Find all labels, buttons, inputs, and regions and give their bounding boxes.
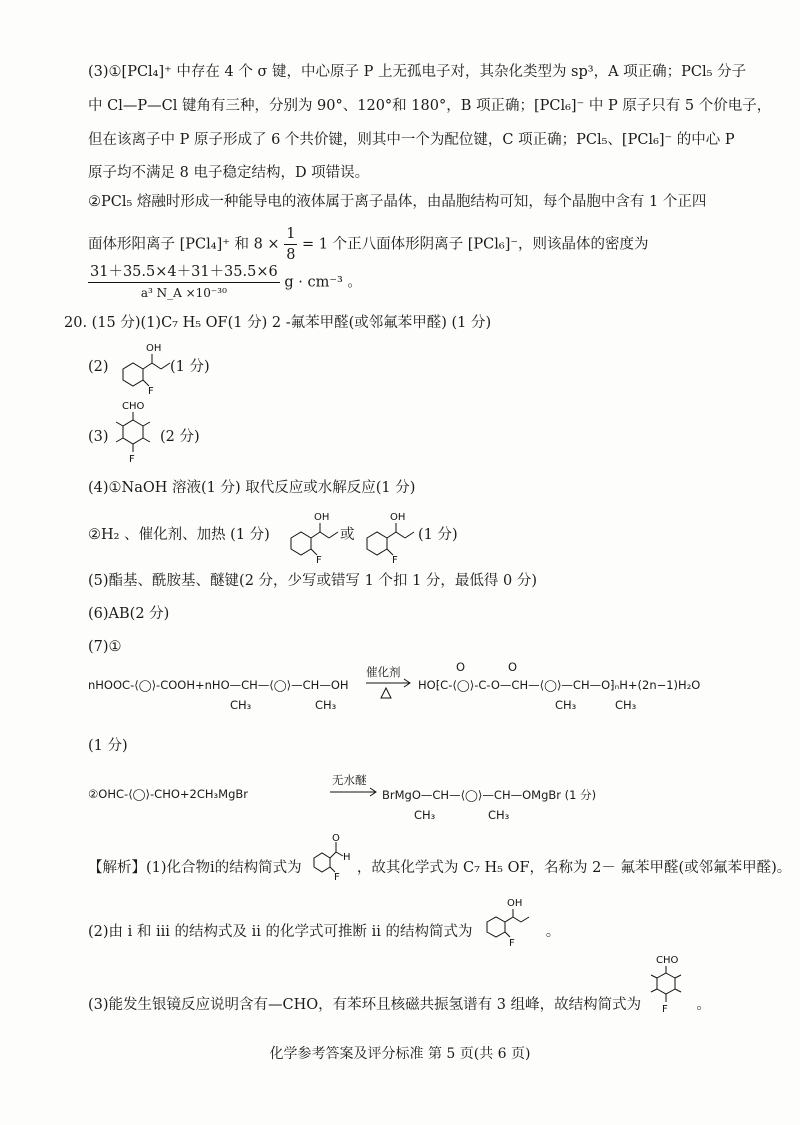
fraction: $\frac{1}{8}$ (286, 226, 296, 263)
score: (2 分) (160, 429, 200, 445)
svg-text:CHO: CHO (122, 401, 145, 412)
ch3-label: CH₃ (488, 808, 510, 822)
text-line: (7)① (88, 639, 122, 655)
density-unit: g · cm⁻³ 。 (284, 274, 362, 291)
o-label: O (456, 660, 466, 674)
score: (1 分) (170, 359, 210, 375)
structure-i (306, 834, 352, 888)
structure-ii (108, 334, 178, 394)
svg-text:H: H (343, 852, 351, 863)
svg-text:F: F (509, 938, 515, 948)
svg-text:OH: OH (314, 512, 330, 523)
text-line: (6)AB(2 分) (88, 606, 170, 622)
page-footer: 化学参考答案及评分标准 第 5 页(共 6 页) (269, 1046, 531, 1062)
text-line: (5)酯基、酰胺基、醚键(2 分，少写或错写 1 个扣 1 分，最低得 0 分) (88, 573, 538, 589)
text-line: 原子均不满足 8 电子稳定结构，D 项错误。 (88, 165, 370, 181)
svg-text:O: O (332, 834, 341, 844)
equation2-right: BrMgO—CH—⟨◯⟩—CH—OMgBr (1 分) (382, 788, 597, 802)
score: (1 分) (418, 527, 458, 543)
analysis-line-2: (2)由 i 和 iii 的结构式及 ii 的化学式可推断 ii 的结构简式为 OH F 。 (88, 910, 560, 954)
score: (1 分) (88, 738, 128, 754)
item-label: (3) (88, 429, 109, 445)
text-line: (4)①NaOH 溶液(1 分) 取代反应或水解反应(1 分) (88, 480, 416, 496)
svg-text:F: F (661, 1004, 668, 1015)
ch3-label: CH₃ (315, 698, 337, 712)
structure-iii (108, 398, 168, 470)
condition-ether: 无水醚 (332, 773, 367, 787)
svg-text:OH: OH (507, 898, 523, 909)
or-word: 或 (340, 527, 355, 543)
text-segment: = 1 个正八面体形阴离子 [PCl₆]⁻，则该晶体的密度为 (302, 236, 649, 253)
structure-cyclohexyl-alcohol (352, 503, 422, 563)
svg-text:F: F (392, 555, 398, 563)
ch3-label: CH₃ (230, 698, 252, 712)
analysis-line-1: 【解析】(1)化合物i的结构简式为 O H F ，故其化学式为 C₇ H₅ OF，名称为 2－ 氟苯甲醛(或邻氟苯甲醛)。 (88, 848, 791, 888)
text-line: 中 Cl—P—Cl 键角有三种，分别为 90°、120°和 180°，B 项正确；[PCl₆]⁻ 中 P 原子只有 5 个价电子， (88, 98, 772, 114)
svg-text:F: F (334, 872, 341, 882)
o-label: O (508, 660, 518, 674)
text-line: 20. (15 分)(1)C₇ H₅ OF(1 分) 2 -氟苯甲醛(或邻氟苯甲醛) (1 分) (64, 315, 492, 331)
ch3-label: CH₃ (555, 698, 577, 712)
svg-text:F: F (316, 555, 322, 563)
equation2-left: ②OHC-⟨◯⟩-CHO+2CH₃MgBr (88, 787, 248, 801)
text-line: ②H₂ 、催化剂、加热 (1 分) (88, 527, 270, 543)
structure-iii-small (646, 955, 692, 1027)
svg-text:OH: OH (146, 343, 162, 354)
text-line: ②PCl₅ 熔融时形成一种能导电的液体属于离子晶体，由晶胞结构可知，每个晶胞中含有 1 个正四 (88, 194, 707, 210)
structure-ii-small (477, 898, 541, 954)
ch3-label: CH₃ (615, 698, 637, 712)
svg-text:OH: OH (390, 512, 406, 523)
text-line: 但在该离子中 P 原子形成了 6 个共价键，则其中一个为配位键，C 项正确；PCl₅、[PCl₆]⁻ 的中心 P (88, 132, 735, 148)
equation1-right: HO⁅C-⟨◯⟩-C-O—CH—⟨◯⟩—CH—O⁆ₙH+(2n−1)H₂O (418, 678, 701, 692)
reaction-arrow (364, 678, 414, 702)
density-fraction: $\frac{31+35.5\times 4+31+35.5\times 6}{\text{a³ N\_A ×10⁻³⁰}}$ (90, 264, 278, 300)
svg-text:F: F (148, 386, 154, 394)
structure-benzene-alcohol (276, 503, 346, 563)
ch3-label: CH₃ (414, 808, 436, 822)
density-formula (88, 262, 362, 303)
svg-text:CHO: CHO (655, 955, 679, 966)
equation1-left: nHOOC-⟨◯⟩-COOH+nHO—CH—⟨◯⟩—CH—OH (88, 678, 349, 692)
item-label: (2) (88, 359, 109, 375)
analysis-line-3: (3)能发生银镜反应说明含有—CHO，有苯环且核磁共振氢谱有 3 组峰，故结构简式为 CHO F 。 (88, 983, 711, 1027)
reaction-arrow (328, 787, 380, 799)
text-line: (3)①[PCl₄]⁺ 中存在 4 个 σ 键，中心原子 P 上无孤电子对，其杂化类型为 sp³，A 项正确；PCl₅ 分子 (88, 64, 747, 80)
condition-catalyst: 催化剂 (366, 665, 401, 679)
text-line (88, 224, 649, 265)
text-segment: 面体形阳离子 [PCl₄]⁺ 和 8 × (88, 236, 280, 253)
svg-text:F: F (129, 454, 135, 465)
